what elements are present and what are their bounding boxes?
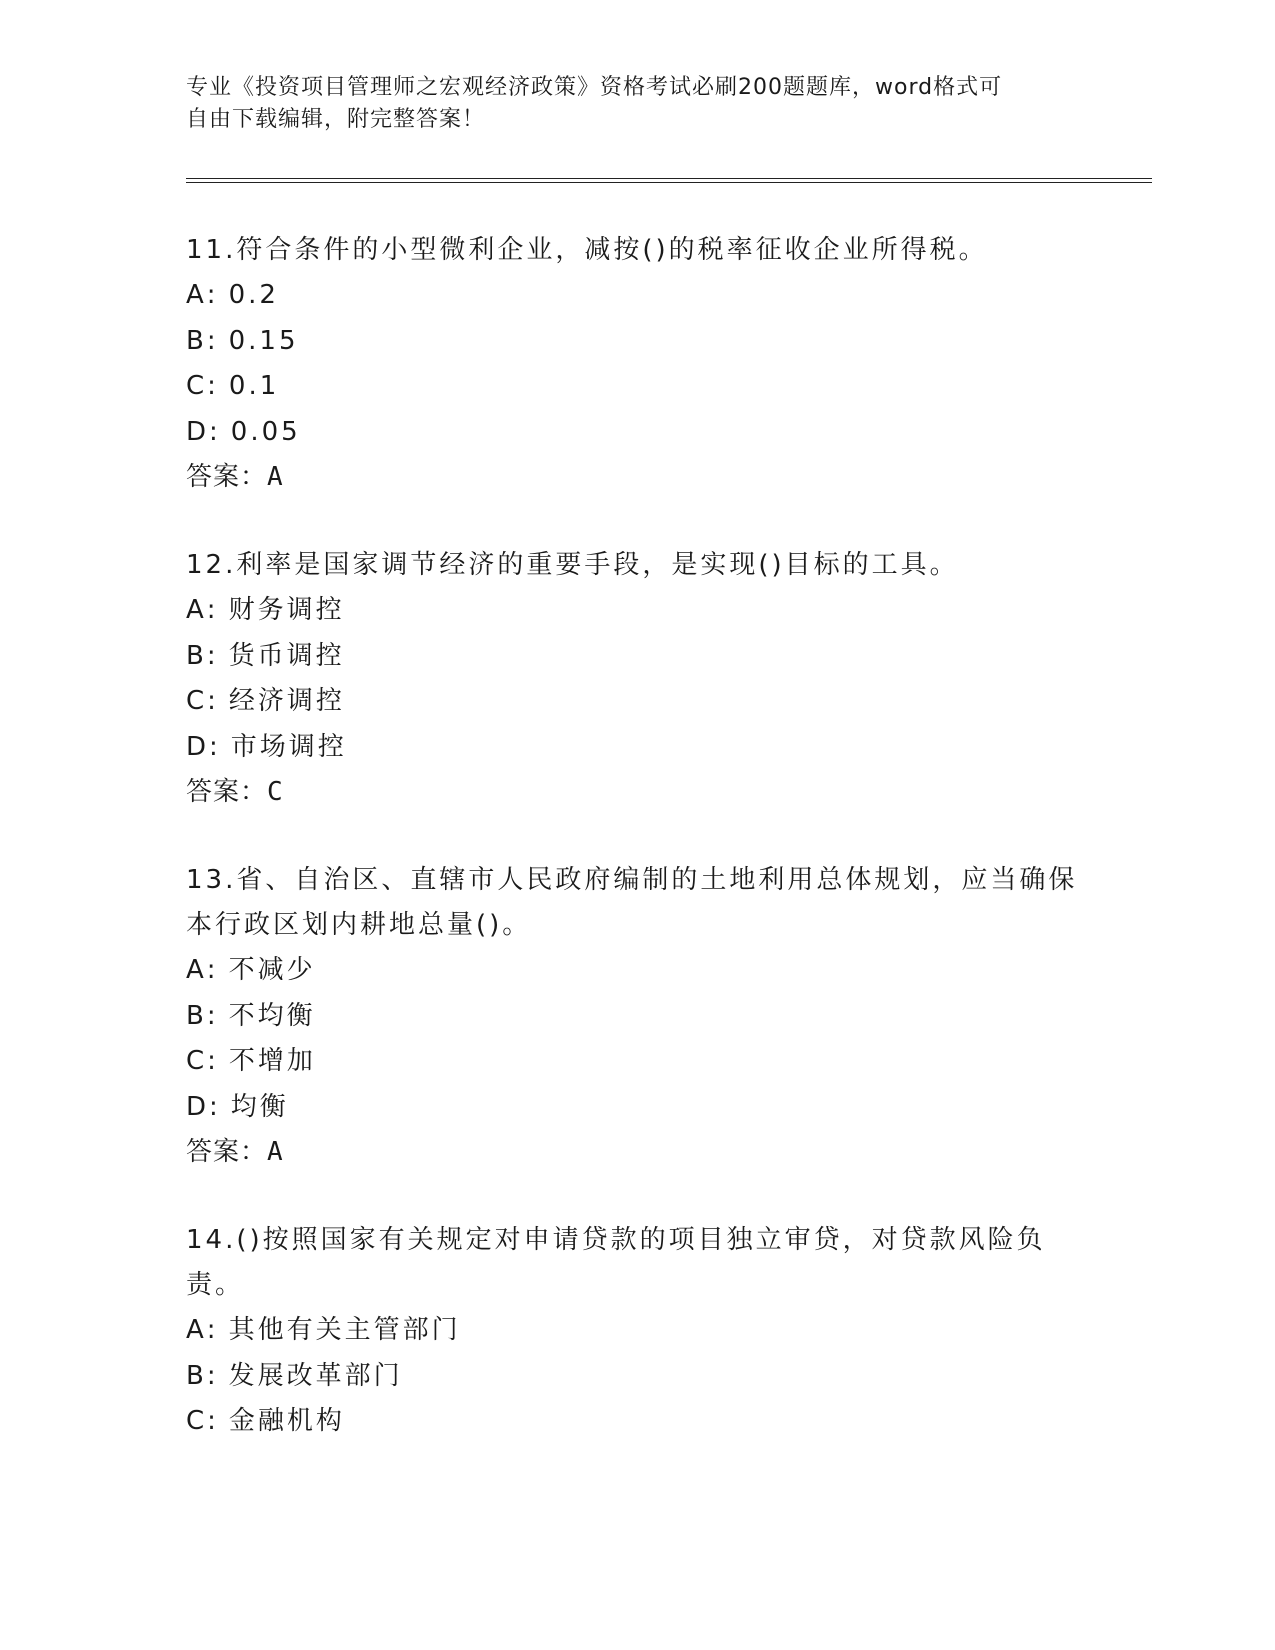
option-text: 货币调控 — [228, 640, 345, 671]
document-header — [186, 72, 1066, 136]
option-letter: A — [186, 280, 207, 310]
option-letter: D — [186, 416, 210, 447]
answer-line — [186, 455, 1086, 500]
option-letter: D — [186, 1091, 210, 1122]
option-letter: D — [186, 731, 210, 762]
option-a: A: 0.2 — [186, 273, 1086, 319]
answer-label: 答案： — [186, 1137, 268, 1167]
option-text: 不均衡 — [228, 1000, 316, 1031]
option-d: D: 市场调控 — [186, 725, 1086, 771]
option-letter: A — [186, 595, 207, 625]
header-divider-bottom — [186, 182, 1152, 183]
option-c: C: 金融机构 — [186, 1399, 1086, 1445]
option-a: A: 财务调控 — [186, 588, 1086, 634]
option-text: 市场调控 — [230, 731, 347, 762]
header-line-1: 专业《投资项目管理师之宏观经济政策》资格考试必刷200题题库，word格式可 — [186, 75, 1003, 100]
answer-value: C — [267, 777, 284, 807]
option-text: 0.05 — [230, 416, 301, 447]
option-d: D: 均衡 — [186, 1085, 1086, 1131]
option-c: C: 不增加 — [186, 1039, 1086, 1085]
option-letter: A — [186, 1315, 207, 1345]
question-12 — [186, 543, 1086, 815]
option-c: C: 0.1 — [186, 364, 1086, 410]
option-letter: C — [186, 1406, 208, 1436]
option-text: 不减少 — [228, 955, 316, 985]
question-14 — [186, 1218, 1086, 1445]
header-line-2: 自由下载编辑，附完整答案！ — [186, 107, 486, 132]
option-text: 经济调控 — [228, 686, 345, 716]
option-b: B: 不均衡 — [186, 994, 1086, 1040]
option-a: A: 其他有关主管部门 — [186, 1308, 1086, 1354]
option-text: 其他有关主管部门 — [228, 1315, 461, 1345]
option-c: C: 经济调控 — [186, 679, 1086, 725]
option-b: B: 0.15 — [186, 319, 1086, 365]
option-text: 发展改革部门 — [228, 1360, 403, 1391]
header-divider-top — [186, 178, 1152, 179]
option-letter: B — [186, 325, 207, 356]
answer-value: A — [267, 462, 284, 492]
answer-line — [186, 770, 1086, 815]
option-text: 均衡 — [230, 1091, 289, 1122]
question-11 — [186, 228, 1086, 500]
option-text: 财务调控 — [228, 595, 345, 625]
option-letter: C — [186, 686, 208, 716]
option-text: 不增加 — [228, 1046, 316, 1076]
option-text: 0.15 — [228, 325, 299, 356]
option-letter: B — [186, 1360, 207, 1391]
option-letter: C — [186, 1046, 208, 1076]
option-text: 0.1 — [228, 371, 280, 401]
option-d: D: 0.05 — [186, 410, 1086, 456]
question-stem: 12.利率是国家调节经济的重要手段，是实现()目标的工具。 — [186, 550, 959, 580]
answer-line — [186, 1130, 1086, 1175]
option-a: A: 不减少 — [186, 948, 1086, 994]
option-b: B: 货币调控 — [186, 634, 1086, 680]
answer-label: 答案： — [186, 462, 268, 492]
option-letter: A — [186, 955, 207, 985]
question-stem: 14.()按照国家有关规定对申请贷款的项目独立审贷，对贷款风险负责。 — [186, 1225, 1046, 1300]
option-letter: C — [186, 371, 208, 401]
question-13 — [186, 858, 1086, 1175]
option-text: 0.2 — [228, 280, 279, 310]
option-letter: B — [186, 640, 207, 671]
answer-value: A — [267, 1137, 284, 1167]
option-letter: B — [186, 1000, 207, 1031]
option-text: 金融机构 — [228, 1406, 345, 1436]
option-b: B: 发展改革部门 — [186, 1354, 1086, 1400]
question-stem: 13.省、自治区、直辖市人民政府编制的土地利用总体规划，应当确保本行政区划内耕地总量()。 — [186, 865, 1078, 940]
answer-label: 答案： — [186, 777, 268, 807]
question-stem: 11.符合条件的小型微利企业，减按()的税率征收企业所得税。 — [186, 235, 988, 265]
